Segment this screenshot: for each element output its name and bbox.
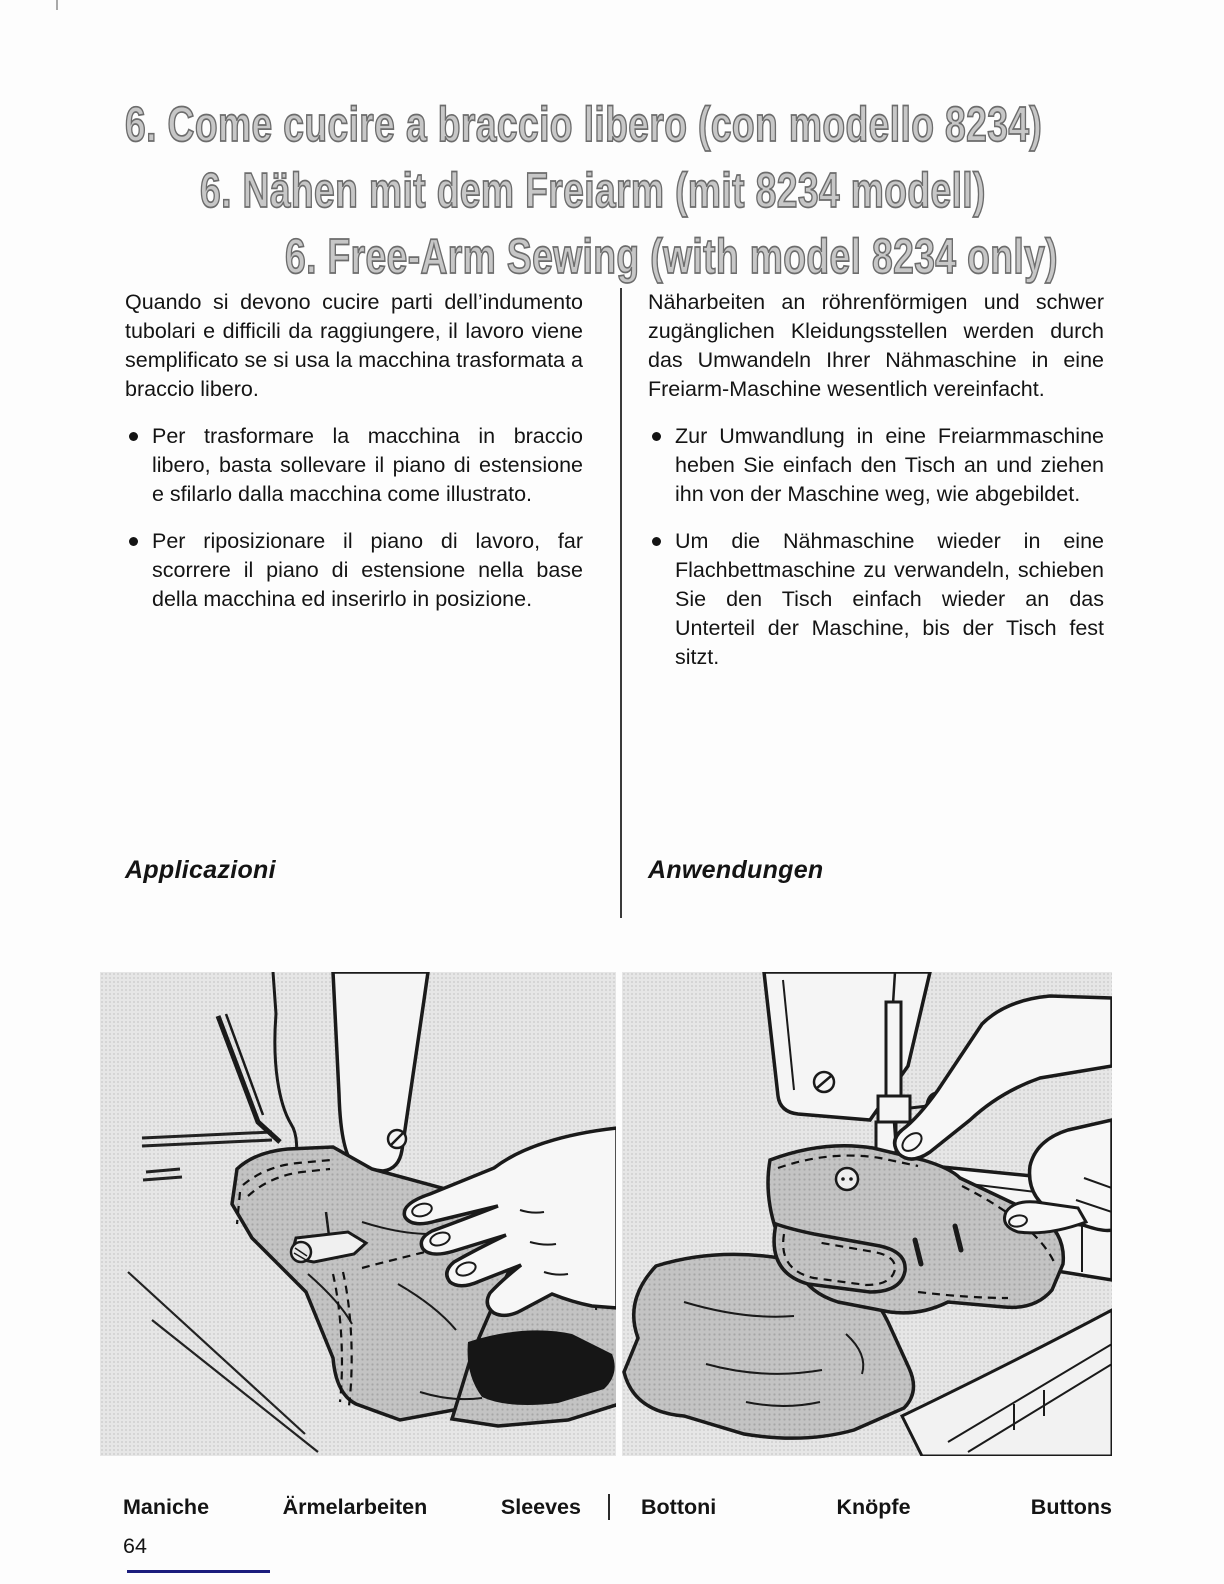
scan-edge-mark (56, 0, 58, 10)
italian-bullet-item (125, 422, 583, 509)
section-header-anwendungen: Anwendungen (648, 856, 824, 884)
title-english: 6. Free-Arm Sewing (with model 8234 only) (285, 229, 1058, 284)
italian-bullet-text: Per trasformare la macchina in braccio libero, basta sollevare il piano di estensione e sfilarlo dalla macchina come illustrato. (152, 424, 583, 506)
caption-maniche: Maniche (123, 1495, 210, 1519)
caption-sleeves: Sleeves (500, 1495, 581, 1519)
bullet-dot-icon (129, 432, 138, 441)
free-arm-cuff-buttons-illustration (622, 972, 1112, 1456)
column-german (648, 288, 1104, 690)
german-bullet-item (648, 527, 1104, 672)
illustration-panel-right (622, 972, 1112, 1456)
bullet-dot-icon (652, 537, 661, 546)
caption-knoepfe: Knöpfe (836, 1495, 911, 1519)
german-intro-paragraph: Näharbeiten an röhrenförmigen und schwer zugänglichen Kleidungsstellen werden durch das Umwandeln Ihrer Nähmaschine in eine Freiarm-Maschine wesentlich vereinfacht. (648, 290, 1104, 401)
column-divider-line (620, 288, 622, 918)
italian-bullet-text: Per riposizionare il piano di lavoro, far scorrere il piano di estensione nella base della macchina ed inserirlo in posizione. (152, 529, 583, 611)
italian-intro-paragraph: Quando si devono cucire parti dell’indumento tubolari e difficili da raggiungere, il lavoro viene semplificato se si usa la macchina trasformata a braccio libero. (125, 290, 583, 401)
section-header-applicazioni: Applicazioni (125, 856, 276, 884)
title-italian: 6. Come cucire a braccio libero (con modello 8234) (125, 97, 1043, 152)
bullet-dot-icon (652, 432, 661, 441)
caption-bottoni: Bottoni (641, 1495, 717, 1519)
german-bullet-item (648, 422, 1104, 509)
title-german: 6. Nähen mit dem Freiarm (mit 8234 modell) (200, 163, 986, 218)
footer-captions-right (641, 1494, 1112, 1521)
german-bullet-text: Zur Umwandlung in eine Freiarmmaschine heben Sie einfach den Tisch an und ziehen ihn von der Maschine weg, wie abgebildet. (675, 424, 1104, 506)
italian-bullet-item (125, 527, 583, 614)
bullet-dot-icon (129, 537, 138, 546)
caption-buttons: Buttons (1030, 1495, 1112, 1519)
column-italian (125, 288, 583, 632)
bottom-navy-rule (127, 1570, 270, 1573)
free-arm-sleeve-illustration (100, 972, 616, 1456)
footer-caption-row (123, 1494, 1112, 1521)
page-number: 64 (123, 1534, 147, 1558)
german-bullet-text: Um die Nähmaschine wieder in eine Flachbettmaschine zu verwandeln, schieben Sie den Tisch einfach wieder an das Unterteil der Maschine, bis der Tisch fest sitzt. (675, 529, 1104, 669)
footer-captions-left (123, 1494, 581, 1521)
caption-aermelarbeiten: Ärmelarbeiten (282, 1495, 428, 1519)
illustration-panel-left (100, 972, 616, 1456)
footer-divider-bar (608, 1494, 610, 1520)
